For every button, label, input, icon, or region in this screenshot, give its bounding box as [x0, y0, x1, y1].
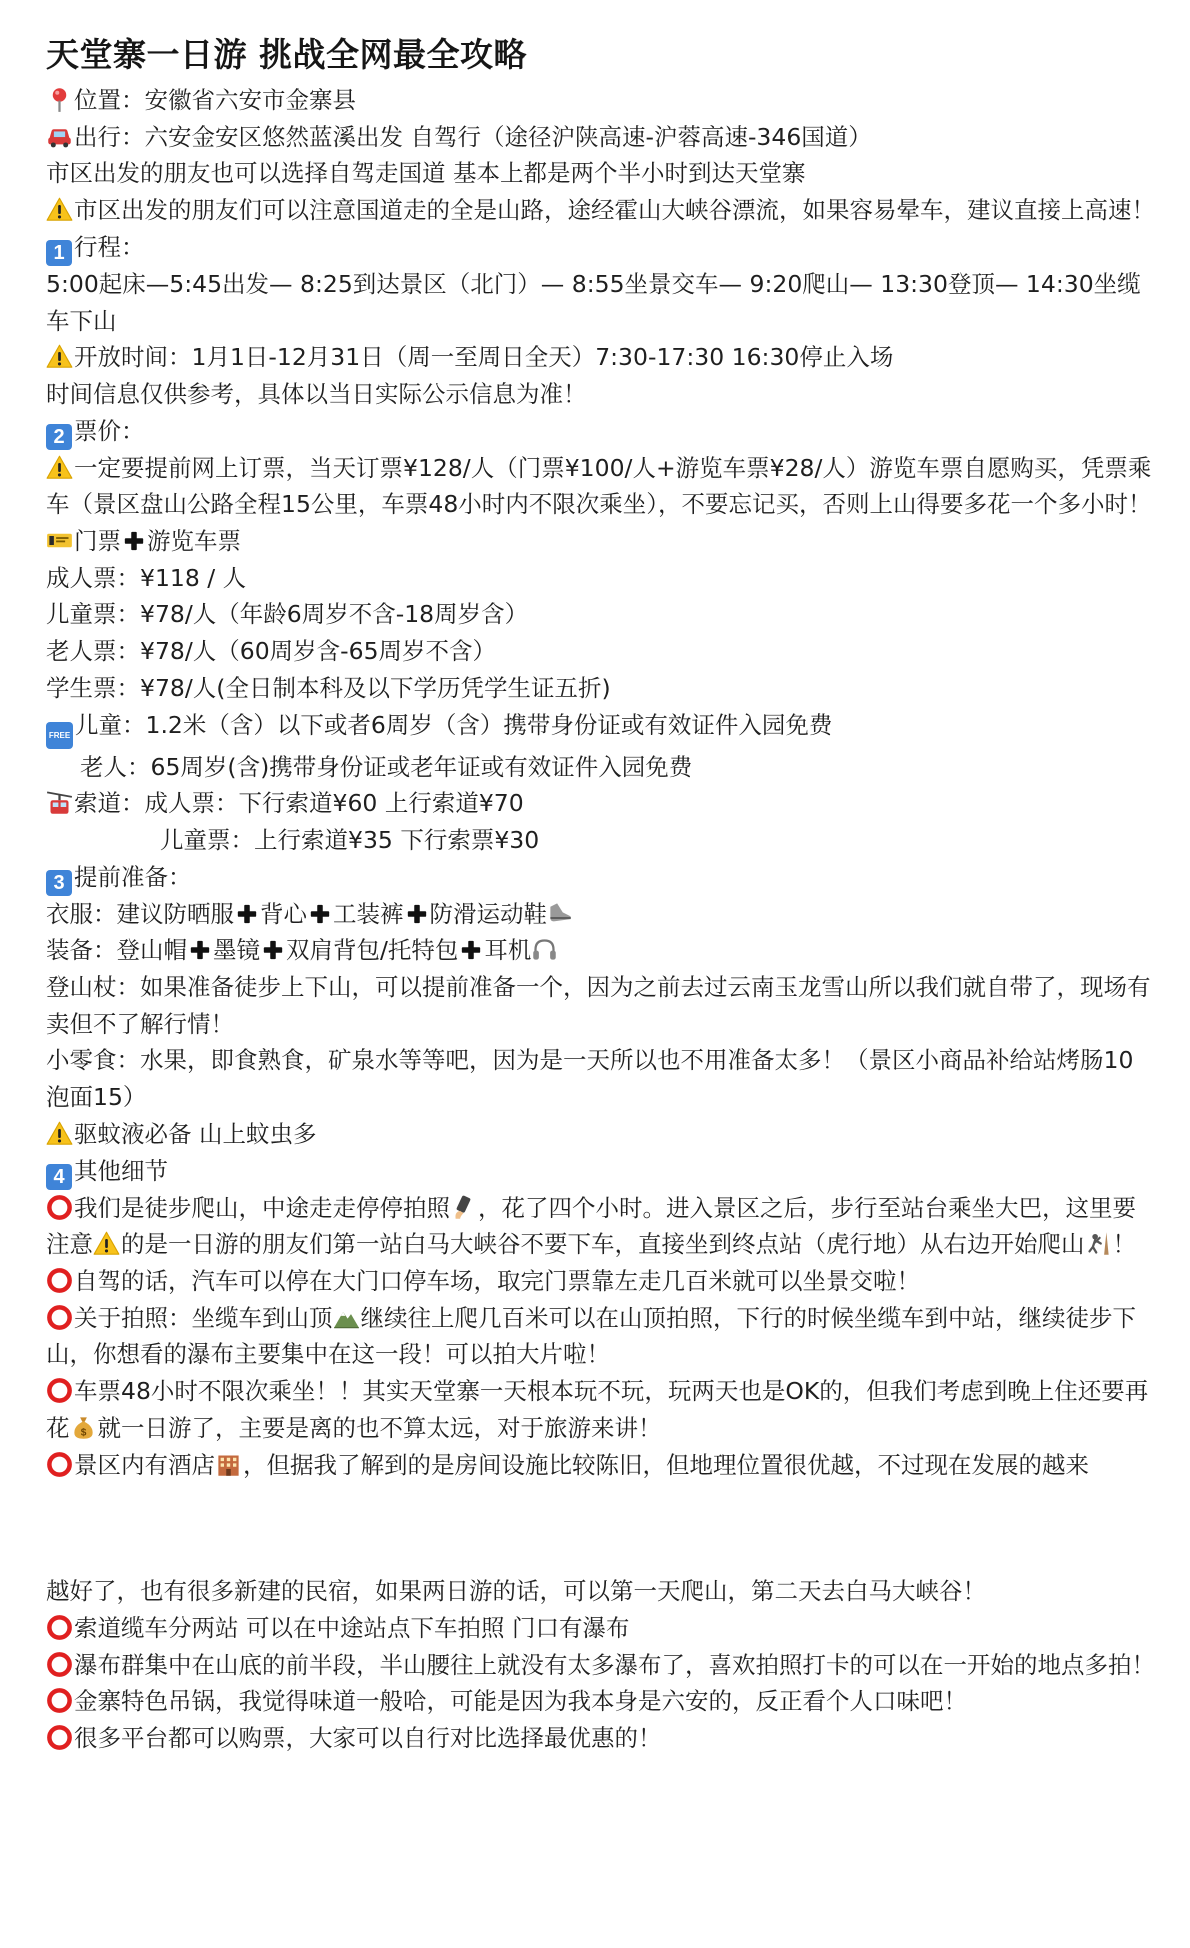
- section-3-heading: [46, 859, 1156, 896]
- detail-text: ，花了四个小时。进入景区之后，步行至站台乘坐大巴，这里要注意: [46, 1193, 1136, 1259]
- detail-item: [46, 1190, 1156, 1263]
- prep-gear: [46, 932, 1156, 969]
- running-shoe-icon: [547, 900, 574, 927]
- free-child-text: 儿童：1.2米（含）以下或者6周岁（含）携带身份证或有效证件入园免费: [75, 710, 833, 739]
- keycap-4-icon: 4: [46, 1164, 72, 1190]
- detail-text: 我们是徒步爬山，中途走走停停拍照: [74, 1193, 450, 1222]
- prep-clothes-item: 工装裤: [333, 899, 404, 928]
- itinerary: 5:00起床—5:45出发— 8:25到达景区（北门）— 8:55坐景交车— 9:20爬山— 13:30登顶— 14:30坐缆车下山: [46, 269, 1141, 335]
- hollow-red-circle-icon: [46, 1724, 73, 1751]
- cable-adult-text: 索道：成人票：下行索道¥60 上行索道¥70: [74, 789, 524, 818]
- prep-stick: 登山杖：如果准备徒步上下山，可以提前准备一个，因为之前去过云南玉龙雪山所以我们就自带了，现场有卖但不了解行情！: [46, 973, 1151, 1038]
- price-student: 学生票：¥78/人(全日制本科及以下学历凭学生证五折): [46, 673, 611, 702]
- heavy-plus-icon: [123, 530, 145, 552]
- prep-bug: [46, 1116, 1156, 1153]
- price-child: 儿童票：¥78/人（年龄6周岁不含-18周岁含）: [46, 600, 529, 629]
- prep-gear-item: 耳机: [484, 936, 532, 965]
- detail-item: [46, 1263, 1156, 1300]
- prep-gear-item: 墨镜: [213, 936, 260, 965]
- detail-text: 景区内有酒店: [74, 1450, 215, 1479]
- travel-line: [46, 119, 1156, 156]
- detail-item: [46, 1683, 1156, 1720]
- free-senior: 老人：65周岁(含)携带身份证或老年证或有效证件入园免费: [80, 752, 693, 781]
- cable-child: 儿童票：上行索道¥35 下行索票¥30: [160, 825, 540, 854]
- hotel-icon: [215, 1451, 242, 1478]
- climber-icon: [1085, 1230, 1112, 1257]
- free-button-icon: FREE: [46, 722, 73, 749]
- warning-icon: [46, 196, 73, 223]
- detail-text: 的是一日游的朋友们第一站白马大峡谷不要下车，直接坐到终点站（虎行地）从右边开始爬山: [121, 1230, 1085, 1259]
- hours-note: 时间信息仅供参考，具体以当日实际公示信息为准！: [46, 379, 587, 408]
- road-warning: [46, 192, 1156, 229]
- hollow-red-circle-icon: [46, 1194, 73, 1221]
- warning-icon: [46, 1120, 73, 1147]
- road-warning-text: 市区出发的朋友们可以注意国道走的全是山路，途经霍山大峡谷漂流，如果容易晕车，建议直接上高速！: [74, 196, 1155, 225]
- opening-hours-text: 开放时间：1月1日-12月31日（周一至周日全天）7:30-17:30 16:30停止入场: [74, 343, 894, 372]
- section-3-title: 提前准备：: [74, 862, 192, 891]
- detail-item: [46, 1447, 1156, 1484]
- page-title: 天堂寨一日游 挑战全网最全攻略: [46, 35, 527, 74]
- detail-continued: 越好了，也有很多新建的民宿，如果两日游的话，可以第一天爬山，第二天去白马大峡谷！: [46, 1577, 986, 1606]
- section-1-title: 行程：: [74, 232, 145, 261]
- prep-bug-text: 驱蚊液必备 山上蚊虫多: [74, 1119, 317, 1148]
- hollow-red-circle-icon: [46, 1377, 73, 1404]
- ticket-warning-text: 一定要提前网上订票，当天订票¥128/人（门票¥100/人+游览车票¥28/人）游览车票自愿购买，凭票乘车（景区盘山公路全程15公里，车票48小时内不限次乘坐），不要忘记买，否则上山得要多花一个多小时！: [46, 453, 1152, 519]
- aerial-tramway-icon: [46, 789, 73, 816]
- travel-note: 市区出发的朋友也可以选择自驾走国道 基本上都是两个半小时到达天堂寨: [46, 159, 806, 188]
- hollow-red-circle-icon: [46, 1651, 73, 1678]
- detail-text: ，但据我了解到的是房间设施比较陈旧，但地理位置很优越，不过现在发展的越来: [243, 1450, 1089, 1479]
- keycap-3-icon: 3: [46, 870, 72, 896]
- car-icon: [46, 123, 73, 150]
- headphone-icon: [531, 936, 558, 963]
- prep-clothes: [46, 896, 1156, 933]
- ticket-icon: [46, 527, 73, 554]
- detail-text: 关于拍照：坐缆车到山顶: [74, 1303, 333, 1332]
- detail-text: 就一日游了，主要是离的也不算太远，对于旅游来讲！: [97, 1413, 662, 1442]
- mountain-icon: [333, 1304, 360, 1331]
- heavy-plus-icon: [189, 939, 211, 961]
- hollow-red-circle-icon: [46, 1451, 73, 1478]
- page-break-gap: [46, 1483, 1156, 1573]
- selfie-phone-icon: [450, 1194, 477, 1221]
- warning-icon: [46, 343, 73, 370]
- hollow-red-circle-icon: [46, 1304, 73, 1331]
- location-text: 位置：安徽省六安市金寨县: [74, 86, 356, 114]
- section-2-heading: [46, 413, 1156, 450]
- heavy-plus-icon: [236, 903, 258, 925]
- ticket-combo-b: 游览车票: [147, 527, 241, 556]
- keycap-2-icon: 2: [46, 424, 72, 450]
- prep-clothes-item: 背心: [260, 899, 307, 928]
- warning-icon: [93, 1230, 120, 1257]
- prep-clothes-item: 防滑运动鞋: [429, 899, 547, 928]
- cable-adult: [46, 785, 1156, 822]
- location-line: [46, 82, 1156, 119]
- hollow-red-circle-icon: [46, 1687, 73, 1714]
- prep-snacks: 小零食：水果，即食熟食，矿泉水等等吧，因为是一天所以也不用准备太多！（景区小商品补给站烤肠10泡面15）: [46, 1046, 1134, 1112]
- detail-text: 自驾的话，汽车可以停在大门口停车场，取完门票靠左走几百米就可以坐景交啦！: [74, 1266, 920, 1295]
- money-bag-icon: [70, 1414, 97, 1441]
- article: [46, 30, 1156, 1757]
- keycap-1-icon: 1: [46, 240, 72, 266]
- detail-text: 瀑布群集中在山底的前半段，半山腰往上就没有太多瀑布了，喜欢拍照打卡的可以在一开始的地点多拍！: [74, 1650, 1155, 1679]
- detail-item: [46, 1610, 1156, 1647]
- travel-text: 出行：六安金安区悠然蓝溪出发 自驾行（途径沪陕高速-沪蓉高速-346国道）: [74, 122, 872, 151]
- prep-gear-item: 双肩背包/托特包: [286, 936, 459, 965]
- detail-text: ！: [1112, 1230, 1136, 1259]
- detail-text: 金寨特色吊锅，我觉得味道一般哈，可能是因为我本身是六安的，反正看个人口味吧！: [74, 1687, 967, 1716]
- ticket-combo: [46, 523, 1156, 560]
- heavy-plus-icon: [262, 939, 284, 961]
- round-pushpin-icon: [46, 86, 73, 113]
- warning-icon: [46, 454, 73, 481]
- svg-text:$: $: [80, 1427, 86, 1439]
- section-4-heading: [46, 1153, 1156, 1190]
- detail-text: 继续往上爬几百米可以在山顶拍照，下行的时候坐缆车到中站，继续徒步下山，你想看的瀑布主要集中在这一段！可以拍大片啦！: [46, 1303, 1136, 1369]
- opening-hours: [46, 339, 1156, 376]
- prep-gear-item: 装备：登山帽: [46, 936, 187, 965]
- section-4-title: 其他细节: [74, 1156, 168, 1185]
- hollow-red-circle-icon: [46, 1267, 73, 1294]
- section-1-heading: [46, 229, 1156, 266]
- heavy-plus-icon: [309, 903, 331, 925]
- detail-item: [46, 1300, 1156, 1373]
- detail-text: 车票48小时不限次乘坐！！其实天堂寨一天根本玩不玩，玩两天也是OK的，但我们考虑到晚上住还要再花: [46, 1377, 1149, 1442]
- detail-text: 很多平台都可以购票，大家可以自行对比选择最优惠的！: [74, 1724, 662, 1753]
- free-child: [46, 707, 1156, 749]
- detail-text: 索道缆车分两站 可以在中途站点下车拍照 门口有瀑布: [74, 1613, 630, 1642]
- section-2-title: 票价：: [74, 416, 145, 445]
- heavy-plus-icon: [460, 939, 482, 961]
- detail-item: [46, 1647, 1156, 1684]
- price-senior: 老人票：¥78/人（60周岁含-65周岁不含）: [46, 637, 497, 666]
- ticket-combo-a: 门票: [74, 527, 121, 556]
- price-adult: 成人票：¥118 / 人: [46, 563, 247, 592]
- prep-clothes-item: 衣服：建议防晒服: [46, 899, 234, 928]
- detail-item: [46, 1720, 1156, 1757]
- ticket-warning: [46, 450, 1156, 523]
- heavy-plus-icon: [406, 903, 428, 925]
- detail-item: [46, 1373, 1156, 1446]
- hollow-red-circle-icon: [46, 1614, 73, 1641]
